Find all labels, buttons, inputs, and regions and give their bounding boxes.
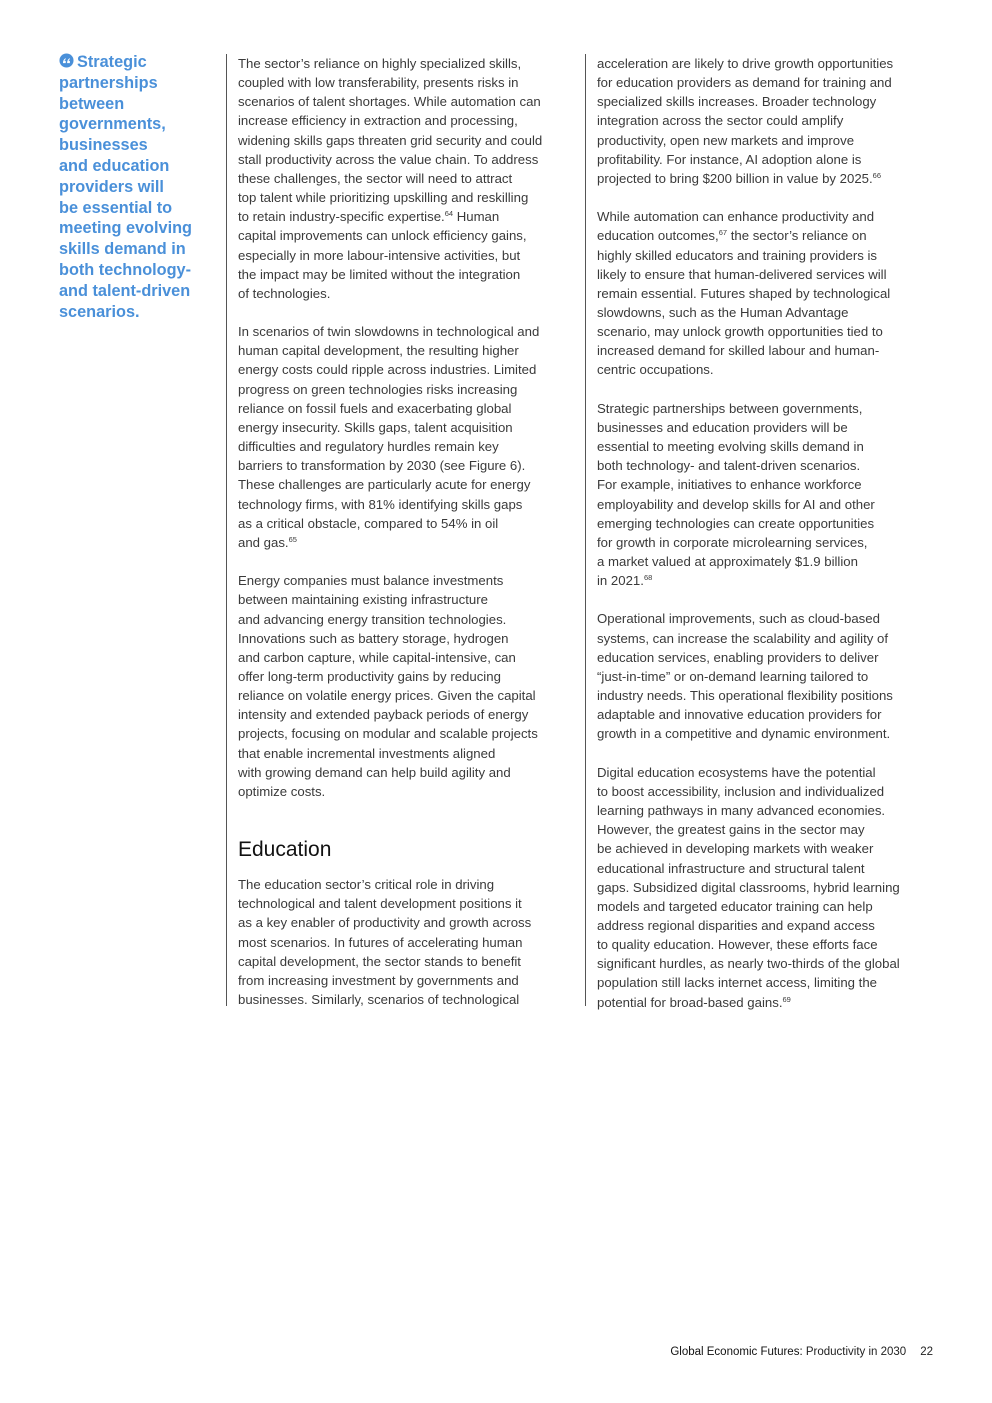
text-line: highly skilled educators and training providers is [597,247,878,263]
text-line: intensity and extended payback periods of energy [238,707,529,723]
paragraph-operational-improvements [597,609,937,743]
text-line: productivity, open new markets and improve [597,132,855,148]
text-line: essential to meeting evolving skills demand in [597,439,864,455]
text-line: the impact may be limited without the integration [238,266,521,282]
text-line: industry needs. This operational flexibility positions [597,688,893,704]
footer-report-title: Global Economic Futures: [670,1346,803,1358]
text-line: slowdowns, such as the Human Advantage [597,305,849,321]
text-line: businesses. Similarly, scenarios of technological [238,992,520,1007]
text-line: progress on green technologies risks increasing [238,381,518,397]
text-column-right [585,54,937,1010]
pull-quote-line: providers will [59,177,164,196]
pull-quote-line: skills demand in [59,240,186,259]
text-line: For example, initiatives to enhance workforce [597,477,862,493]
text-line: Digital education ecosystems have the potential [597,764,876,780]
text-line: learning pathways in many advanced economies. [597,803,886,819]
text-line: remain essential. Futures shaped by technological [597,285,891,301]
text-line: to boost accessibility, inclusion and individualized [597,783,885,799]
text-line: educational infrastructure and structural talent [597,860,865,876]
footnote-ref: 66 [872,170,882,180]
text-line: “just-in-time” or on-demand learning tailored to [597,668,869,684]
text-line: Energy companies must balance investments [238,573,504,589]
section-heading-education: Education [238,838,332,862]
text-line: models and targeted educator training can help [597,898,873,914]
paragraph-energy-investments [238,571,576,801]
text-line: widening skills gaps threaten grid security and could [238,132,543,148]
text-line: growth in a competitive and dynamic environment. [597,726,891,742]
text-line: systems, can increase the scalability and agility of [597,630,888,646]
text-line: coupled with low transferability, presents risks in [238,75,519,91]
text-line: especially in more labour-intensive activities, but [238,247,521,263]
pull-quote-line: both technology- [59,260,192,279]
text-line: to quality education. However, these efforts face [597,937,878,953]
text-line [597,571,937,590]
pull-quote-line: and education [59,156,170,175]
text-line: and carbon capture, while capital-intensive, can [238,649,516,665]
text-line: acceleration are likely to drive growth opportunities [597,56,894,71]
text-line: be achieved in developing markets with weaker [597,841,874,857]
text-line: energy insecurity. Skills gaps, talent acquisition [238,419,513,435]
text-fragment: in 2021. [597,573,644,589]
footnote-ref: 68 [643,573,653,583]
text-line: difficulties and regulatory hurdles remain key [238,439,499,455]
quote-icon [59,53,74,68]
footnote-ref: 65 [288,534,297,544]
text-fragment: potential for broad-based gains. [597,994,783,1010]
text-line: for growth in corporate microlearning services, [597,534,868,550]
text-line: employability and develop skills for AI and other [597,496,875,512]
paragraph-education-role [238,875,576,1009]
text-line: as a critical obstacle, compared to 54% in oil [238,515,499,531]
text-line: While automation can enhance productivity and [597,209,875,225]
pull-quote-line: and talent-driven [59,281,191,300]
text-line: reliance on fossil fuels and exacerbating global [238,400,512,416]
text-line: as a key enabler of productivity and growth across [238,915,532,931]
text-line: both technology- and talent-driven scenarios. [597,458,861,474]
text-line: projects, focusing on modular and scalable projects [238,726,538,742]
text-line: However, the greatest gains in the sector may [597,822,865,838]
text-line: of technologies. [238,285,331,301]
text-line: optimize costs. [238,783,326,799]
text-line: The education sector’s critical role in driving [238,877,495,893]
text-line: population still lacks internet access, limiting the [597,975,878,991]
text-fragment: to retain industry-specific expertise. [238,209,445,225]
text-line: emerging technologies can create opportunities [597,515,875,531]
text-line: technology firms, with 81% identifying skills gaps [238,496,523,512]
text-line: These challenges are particularly acute for energy [238,477,531,493]
pull-quote-line: businesses [59,136,148,155]
paragraph-automation-educators [597,207,937,379]
text-line [597,993,937,1012]
text-line: that enable incremental investments aligned [238,745,496,761]
text-line: scenario, may unlock growth opportunities tied to [597,324,883,340]
text-line: profitability. For instance, AI adoption alone is [597,151,862,167]
paragraph-digital-ecosystems [597,763,937,1012]
text-line: scenarios of talent shortages. While automation can [238,94,541,110]
text-line: human capital development, the resulting higher [238,343,519,359]
pull-quote-line: partnerships [59,73,158,92]
text-line: Strategic partnerships between governments, [597,400,863,416]
footer-report-subtitle: Productivity in 2030 [802,1346,907,1358]
text-line: Innovations such as battery storage, hydrogen [238,630,509,646]
footnote-ref: 67 [718,228,728,238]
paragraph-twin-slowdowns [238,322,576,552]
text-line: gaps. Subsidized digital classrooms, hybrid learning [597,879,900,895]
text-column-left [226,54,576,1006]
text-line: increased demand for skilled labour and human- [597,343,880,359]
pull-quote-line: be essential to [59,198,173,217]
text-line: technological and talent development positions it [238,896,522,912]
text-line [238,207,576,226]
footnote-ref: 64 [444,209,454,219]
text-line: integration across the sector could amplify [597,113,844,129]
text-line: between maintaining existing infrastructure [238,592,488,608]
text-fragment: and gas. [238,534,289,550]
text-fragment: projected to bring $200 billion in value by 2025. [597,170,873,186]
text-line: centric occupations. [597,362,714,378]
text-line: significant hurdles, as nearly two-thirds of the global [597,956,900,972]
footnote-ref: 69 [782,994,791,1004]
text-line [238,533,576,552]
page-footer [670,1346,933,1358]
text-line: offer long-term productivity gains by reducing [238,668,501,684]
text-line: capital development, the sector stands to benefit [238,953,521,969]
text-line: energy costs could ripple across industries. Limited [238,362,537,378]
text-line: a market valued at approximately $1.9 billion [597,554,858,570]
text-line: adaptable and innovative education providers for [597,707,882,723]
text-line: businesses and education providers will be [597,419,848,435]
pull-quote-line: Strategic [59,52,219,73]
text-line: most scenarios. In futures of accelerating human [238,934,523,950]
text-line: increase efficiency in extraction and processing, [238,113,518,129]
text-line: from increasing investment by governments and [238,972,519,988]
text-line [597,169,937,188]
pull-quote-line: scenarios. [59,302,140,321]
paragraph-strategic-partnerships [597,399,937,591]
text-line: capital improvements can unlock efficiency gains, [238,228,527,244]
page-number: 22 [920,1346,933,1358]
pull-quote-line: governments, [59,115,166,134]
text-line: these challenges, the sector will need to attract [238,170,513,186]
text-line: for education providers as demand for training and [597,75,892,91]
text-line: In scenarios of twin slowdowns in technological and [238,324,540,340]
text-line: The sector’s reliance on highly specialized skills, [238,56,522,71]
text-line: education services, enabling providers to deliver [597,649,879,665]
text-line [597,226,937,245]
text-line: likely to ensure that human-delivered services will [597,266,887,282]
text-fragment: Human [453,209,500,225]
paragraph-energy-skills [238,54,576,303]
text-fragment: the sector’s reliance on [727,228,867,244]
text-line: with growing demand can help build agility and [238,764,511,780]
pull-quote-line: meeting evolving [59,219,192,238]
pull-quote-line: between [59,94,125,113]
text-line: address regional disparities and expand access [597,917,875,933]
paragraph-tech-acceleration [597,54,937,188]
text-line: top talent while prioritizing upskilling and reskilling [238,190,529,206]
text-line: Operational improvements, such as cloud-based [597,611,880,627]
text-line: barriers to transformation by 2030 (see Figure 6). [238,458,526,474]
pull-quote [59,52,219,322]
text-fragment: education outcomes, [597,228,719,244]
text-line: stall productivity across the value chain. To address [238,151,539,167]
text-line: reliance on volatile energy prices. Given the capital [238,688,536,704]
text-line: and advancing energy transition technologies. [238,611,507,627]
text-line: specialized skills increases. Broader technology [597,94,877,110]
